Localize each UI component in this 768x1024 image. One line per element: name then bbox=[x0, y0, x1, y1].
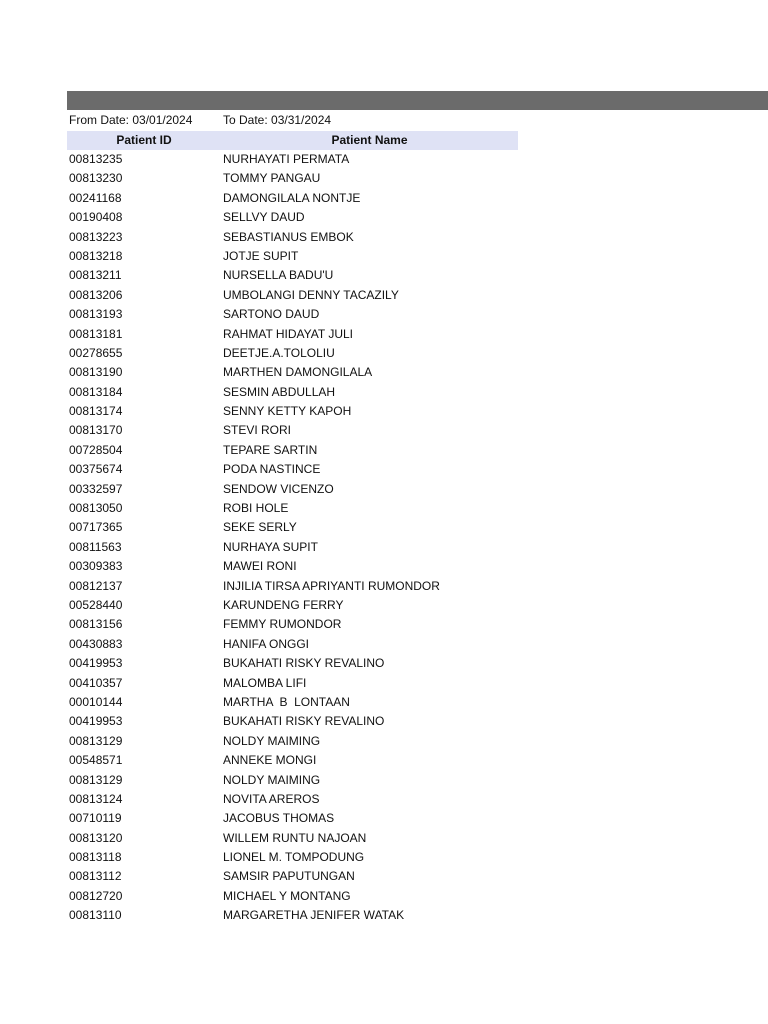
patient-id-cell: 00813174 bbox=[69, 404, 123, 419]
patient-name-cell: MICHAEL Y MONTANG bbox=[223, 888, 351, 903]
table-row bbox=[69, 635, 518, 654]
patient-name-cell: SAMSIR PAPUTUNGAN bbox=[223, 869, 355, 884]
table-row bbox=[69, 538, 518, 557]
patient-name-cell: MARTHEN DAMONGILALA bbox=[223, 365, 373, 380]
table-row bbox=[69, 732, 518, 751]
table-row bbox=[69, 208, 518, 227]
patient-name-cell: JACOBUS THOMAS bbox=[223, 811, 335, 826]
patient-id-cell: 00278655 bbox=[69, 345, 123, 360]
patient-id-cell: 00813129 bbox=[69, 772, 123, 787]
table-row bbox=[69, 383, 518, 402]
patient-id-cell: 00813184 bbox=[69, 384, 123, 399]
patient-name-cell: SEBASTIANUS EMBOK bbox=[223, 229, 354, 244]
table-row bbox=[69, 247, 518, 266]
table-row bbox=[69, 286, 518, 305]
table-row bbox=[69, 169, 518, 188]
column-header-patient-name: Patient Name bbox=[331, 133, 408, 147]
table-row bbox=[69, 325, 518, 344]
patient-name-cell: WILLEM RUNTU NAJOAN bbox=[223, 830, 367, 845]
patient-name-cell: NOLDY MAIMING bbox=[223, 772, 321, 787]
column-header-patient-id: Patient ID bbox=[116, 133, 172, 147]
patient-name-cell: MALOMBA LIFI bbox=[223, 675, 307, 690]
patient-id-cell: 00813235 bbox=[69, 152, 123, 166]
patient-name-cell: HANIFA ONGGI bbox=[223, 636, 310, 651]
from-date-label: From Date: 03/01/2024 bbox=[69, 113, 193, 127]
patient-id-cell: 00419953 bbox=[69, 714, 123, 729]
patient-id-cell: 00813050 bbox=[69, 501, 123, 516]
patient-name-cell: KARUNDENG FERRY bbox=[223, 597, 344, 612]
patient-id-cell: 00430883 bbox=[69, 636, 123, 651]
table-row bbox=[69, 499, 518, 518]
patient-id-cell: 00813112 bbox=[69, 869, 122, 884]
patient-name-cell: SELLVY DAUD bbox=[223, 210, 305, 225]
table-row bbox=[69, 693, 518, 712]
patient-id-cell: 00241168 bbox=[69, 190, 122, 205]
patient-id-cell: 00813211 bbox=[69, 268, 122, 283]
patient-name-cell: LIONEL M. TOMPODUNG bbox=[223, 850, 365, 865]
patient-name-cell: NOLDY MAIMING bbox=[223, 733, 321, 748]
patient-name-cell: BUKAHATI RISKY REVALINO bbox=[223, 714, 385, 729]
table-row bbox=[69, 615, 518, 634]
patient-name-cell: MARTHA B LONTAAN bbox=[223, 694, 350, 709]
patient-name-cell: JOTJE SUPIT bbox=[223, 248, 299, 263]
patient-name-cell: ROBI HOLE bbox=[223, 501, 289, 516]
patient-name-cell: INJILIA TIRSA APRIYANTI RUMONDOR bbox=[223, 578, 440, 593]
table-row bbox=[69, 790, 518, 809]
patient-id-cell: 00812720 bbox=[69, 888, 123, 903]
patient-id-cell: 00813223 bbox=[69, 229, 123, 244]
table-row bbox=[69, 577, 518, 596]
table-row bbox=[69, 887, 518, 906]
patient-id-cell: 00813110 bbox=[69, 908, 122, 923]
table-row bbox=[69, 809, 518, 828]
patient-id-cell: 00332597 bbox=[69, 481, 123, 496]
patient-name-cell: RAHMAT HIDAYAT JULI bbox=[223, 326, 354, 341]
table-row bbox=[69, 402, 518, 421]
patient-id-cell: 00419953 bbox=[69, 656, 123, 671]
patient-id-cell: 00813181 bbox=[69, 326, 123, 341]
table-row bbox=[69, 480, 518, 499]
table-row bbox=[69, 654, 518, 673]
table-row bbox=[69, 150, 518, 169]
table-row bbox=[69, 712, 518, 731]
patient-name-cell: DAMONGILALA NONTJE bbox=[223, 190, 361, 205]
table-row bbox=[69, 867, 518, 886]
table-row bbox=[69, 596, 518, 615]
to-date-label: To Date: 03/31/2024 bbox=[223, 113, 332, 127]
report-title-bar bbox=[67, 91, 768, 110]
table-row bbox=[69, 771, 518, 790]
table-row bbox=[69, 460, 518, 479]
patient-name-cell: ANNEKE MONGI bbox=[223, 753, 317, 768]
patient-name-cell: MAWEI RONI bbox=[223, 559, 297, 574]
table-row bbox=[69, 441, 518, 460]
table-row bbox=[69, 363, 518, 382]
patient-name-cell: MARGARETHA JENIFER WATAK bbox=[223, 908, 405, 923]
patient-name-cell: FEMMY RUMONDOR bbox=[223, 617, 342, 632]
patient-name-cell: TEPARE SARTIN bbox=[223, 442, 318, 457]
patient-id-cell: 00813118 bbox=[69, 850, 122, 865]
table-row bbox=[69, 848, 518, 867]
patient-name-cell: NURHAYATI PERMATA bbox=[223, 152, 350, 166]
patient-name-cell: SEKE SERLY bbox=[223, 520, 297, 535]
patient-name-cell: SESMIN ABDULLAH bbox=[223, 384, 336, 399]
table-row bbox=[69, 305, 518, 324]
table-row bbox=[69, 421, 518, 440]
patient-table-body bbox=[69, 150, 518, 926]
table-row bbox=[69, 189, 518, 208]
table-row bbox=[69, 344, 518, 363]
patient-id-cell: 00813230 bbox=[69, 171, 123, 186]
date-range bbox=[69, 112, 518, 129]
patient-name-cell: SENNY KETTY KAPOH bbox=[223, 404, 352, 419]
patient-id-cell: 00811563 bbox=[69, 539, 122, 554]
patient-name-cell: NURHAYA SUPIT bbox=[223, 539, 318, 554]
patient-id-cell: 00309383 bbox=[69, 559, 123, 574]
patient-id-cell: 00813218 bbox=[69, 248, 123, 263]
table-row bbox=[69, 266, 518, 285]
patient-id-cell: 00375674 bbox=[69, 462, 123, 477]
patient-id-cell: 00728504 bbox=[69, 442, 123, 457]
patient-id-cell: 00710119 bbox=[69, 811, 122, 826]
patient-id-cell: 00813156 bbox=[69, 617, 123, 632]
patient-id-cell: 00717365 bbox=[69, 520, 123, 535]
patient-name-cell: NURSELLA BADU'U bbox=[223, 268, 334, 283]
patient-name-cell: STEVI RORI bbox=[223, 423, 292, 438]
table-row bbox=[69, 829, 518, 848]
table-row bbox=[69, 751, 518, 770]
patient-name-cell: SARTONO DAUD bbox=[223, 307, 320, 322]
patient-id-cell: 00528440 bbox=[69, 597, 123, 612]
patient-id-cell: 00410357 bbox=[69, 675, 123, 690]
patient-id-cell: 00010144 bbox=[69, 694, 123, 709]
table-row bbox=[69, 906, 518, 925]
patient-id-cell: 00813170 bbox=[69, 423, 123, 438]
patient-id-cell: 00813193 bbox=[69, 307, 123, 322]
patient-id-cell: 00813129 bbox=[69, 733, 123, 748]
patient-id-cell: 00812137 bbox=[69, 578, 123, 593]
table-header bbox=[67, 131, 518, 150]
patient-name-cell: PODA NASTINCE bbox=[223, 462, 321, 477]
patient-name-cell: BUKAHATI RISKY REVALINO bbox=[223, 656, 385, 671]
table-row bbox=[69, 228, 518, 247]
patient-name-cell: NOVITA AREROS bbox=[223, 791, 320, 806]
patient-id-cell: 00548571 bbox=[69, 753, 123, 768]
table-row bbox=[69, 518, 518, 537]
patient-name-cell: DEETJE.A.TOLOLIU bbox=[223, 345, 335, 360]
patient-name-cell: TOMMY PANGAU bbox=[223, 171, 321, 186]
patient-name-cell: SENDOW VICENZO bbox=[223, 481, 334, 496]
table-row bbox=[69, 674, 518, 693]
table-row bbox=[69, 557, 518, 576]
patient-id-cell: 00813206 bbox=[69, 287, 123, 302]
patient-id-cell: 00813190 bbox=[69, 365, 123, 380]
patient-id-cell: 00813120 bbox=[69, 830, 123, 845]
patient-id-cell: 00813124 bbox=[69, 791, 123, 806]
patient-name-cell: UMBOLANGI DENNY TACAZILY bbox=[223, 287, 399, 302]
patient-id-cell: 00190408 bbox=[69, 210, 123, 225]
